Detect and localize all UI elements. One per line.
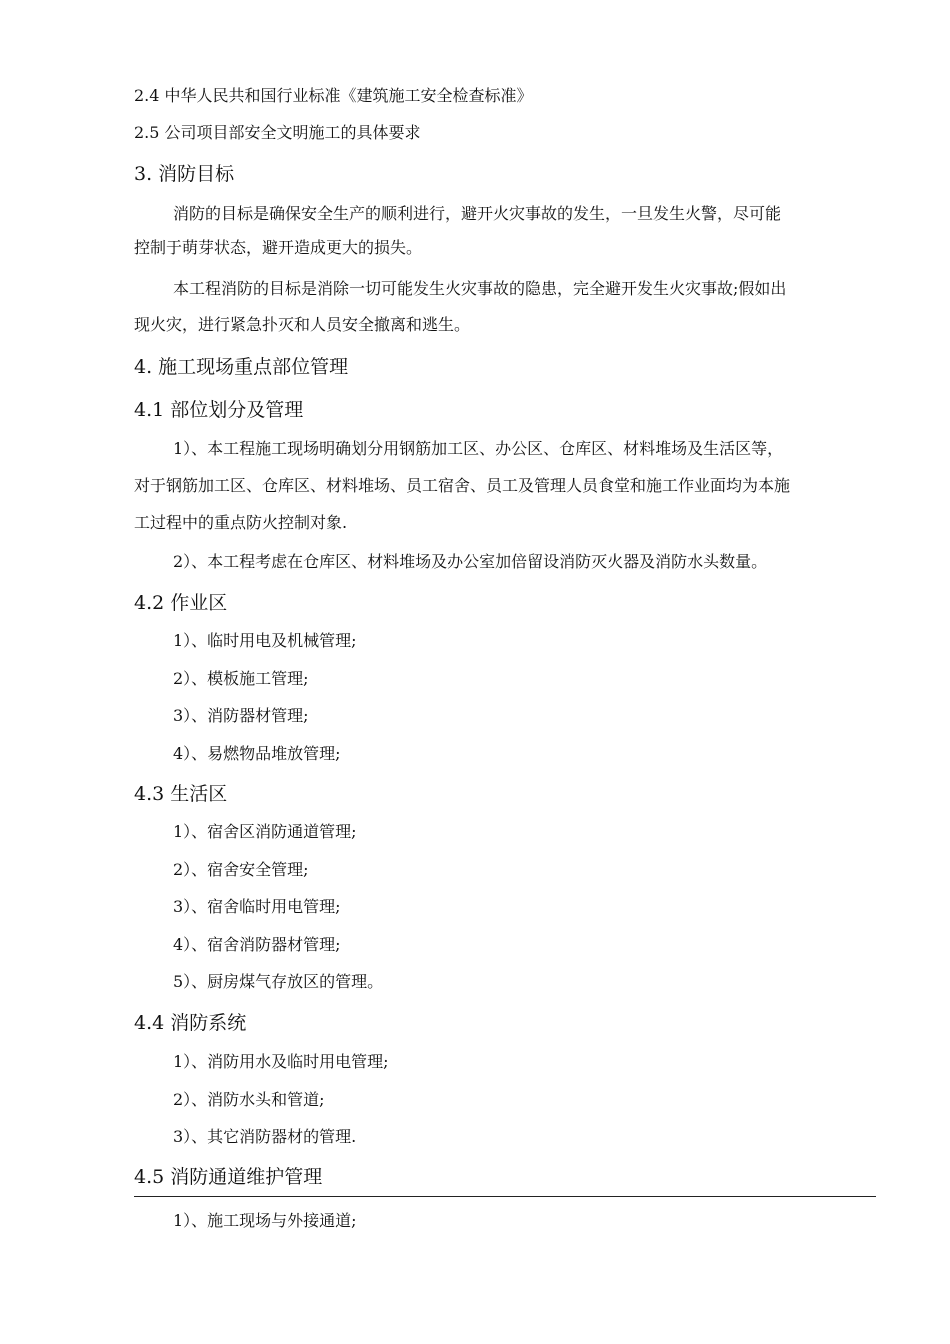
list-item: 2）、消防水头和管道; xyxy=(173,1090,325,1109)
paragraph-line: 控制于萌芽状态，避开造成更大的损失。 xyxy=(134,238,423,257)
list-item: 3）、宿舍临时用电管理; xyxy=(173,897,341,916)
list-item: 1）、宿舍区消防通道管理; xyxy=(173,822,357,841)
subsection-heading-4-3: 4.3 生活区 xyxy=(134,783,228,805)
list-item: 4）、易燃物品堆放管理; xyxy=(173,744,341,763)
list-item: 3）、消防器材管理; xyxy=(173,706,309,725)
subsection-heading-4-4: 4.4 消防系统 xyxy=(134,1012,247,1034)
paragraph-line: 1）、本工程施工现场明确划分用钢筋加工区、办公区、仓库区、材料堆场及生活区等， xyxy=(173,439,784,458)
list-item: 1）、消防用水及临时用电管理; xyxy=(173,1052,389,1071)
paragraph-line: 本工程消防的目标是消除一切可能发生火灾事故的隐患，完全避开发生火灾事故;假如出 xyxy=(173,279,787,298)
list-item: 2）、模板施工管理; xyxy=(173,669,309,688)
subsection-heading-4-1: 4.1 部位划分及管理 xyxy=(134,399,304,421)
section-heading-4: 4. 施工现场重点部位管理 xyxy=(134,356,349,378)
list-item: 1）、施工现场与外接通道; xyxy=(173,1211,357,1230)
list-item: 4）、宿舍消防器材管理; xyxy=(173,935,341,954)
section-heading-3: 3. 消防目标 xyxy=(134,163,235,185)
paragraph-line: 消防的目标是确保安全生产的顺利进行，避开火灾事故的发生，一旦发生火警，尽可能 xyxy=(173,204,782,223)
paragraph-line: 工过程中的重点防火控制对象. xyxy=(134,513,348,532)
subsection-heading-4-5: 4.5 消防通道维护管理 xyxy=(134,1166,323,1188)
list-item: 3）、其它消防器材的管理. xyxy=(173,1127,357,1146)
subsection-heading-4-2: 4.2 作业区 xyxy=(134,592,228,614)
list-item: 5）、厨房煤气存放区的管理。 xyxy=(173,972,384,991)
clause-2-5: 2.5 公司项目部安全文明施工的具体要求 xyxy=(134,123,421,142)
paragraph-line: 对于钢筋加工区、仓库区、材料堆场、员工宿舍、员工及管理人员食堂和施工作业面均为本施 xyxy=(134,476,791,495)
list-item: 1）、临时用电及机械管理; xyxy=(173,631,357,650)
paragraph-line: 现火灾，进行紧急扑灭和人员安全撤离和逃生。 xyxy=(134,315,471,334)
horizontal-rule xyxy=(134,1196,876,1197)
list-item: 2）、宿舍安全管理; xyxy=(173,860,309,879)
clause-2-4: 2.4 中华人民共和国行业标准《建筑施工安全检查标准》 xyxy=(134,86,533,105)
paragraph-line: 2）、本工程考虑在仓库区、材料堆场及办公室加倍留设消防灭火器及消防水头数量。 xyxy=(173,552,768,571)
